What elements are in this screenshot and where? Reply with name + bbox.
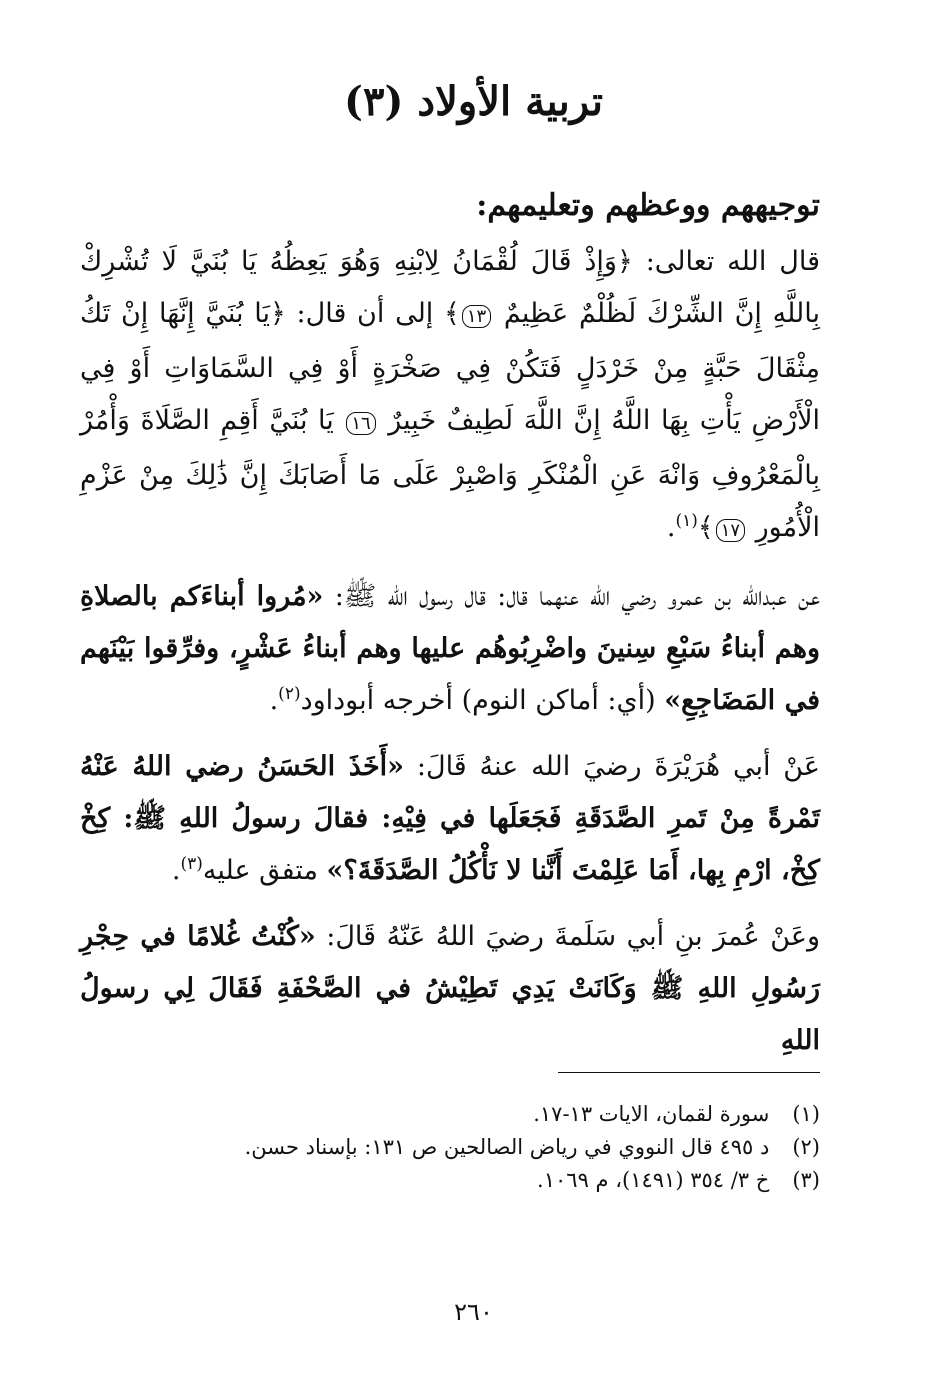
hadith-3-intro: وعَنْ عُمرَ بنِ أبي سَلَمةَ رضيَ اللهُ عَنّهُ قَالَ: — [326, 921, 820, 952]
footnote-divider — [558, 1072, 820, 1073]
body-text — [80, 180, 820, 1081]
hadith-3 — [80, 911, 820, 1067]
footnote-text: خ ٣/ ٣٥٤ (١٤٩١)، م ١٠٦٩. — [537, 1168, 770, 1192]
quran-verse-16: ﴿يَا بُنَيَّ إِنَّهَا إِنْ تَكُ مِثْقَالَ حَبَّةٍ مِنْ خَرْدَلٍ فَتَكُنْ فِي صَخْرَةٍ أَوْ فِي السَّمَاوَاتِ أَوْ فِي الْأَرْضِ يَأْتِ بِهَا اللَّهُ إِنَّ اللَّهَ لَطِيفٌ خَبِيرٌ — [80, 298, 820, 436]
hadith-2 — [80, 741, 820, 897]
hadith-2-text: «أَخَذَ الحَسَنُ رضي اللهُ عَنْهُ تَمْرةً مِنْ تَمرِ الصَّدَقَةِ فَجَعَلَها في فِيْهِ: فقالَ رسولُ اللهِ ﷺ: كِخْ كِخْ، ارْمِ بِها، أَمَا عَلِمْتَ أَنَّنا لا نَأْكُلُ الصَّدَقَةَ؟» — [80, 751, 820, 886]
section-heading: توجيههم ووعظهم وتعليمهم: — [476, 188, 820, 223]
hadith-1 — [80, 571, 820, 727]
quran-end: . — [666, 512, 676, 543]
hadith-2-end: . — [171, 855, 181, 886]
page-title: تربية الأولاد (٣) — [344, 78, 603, 125]
footnote-2 — [80, 1131, 820, 1164]
ayah-number-13: ١٣ — [462, 305, 491, 328]
footnote-text: سورة لقمان، الايات ١٣-١٧. — [533, 1102, 770, 1126]
footnote-1 — [80, 1098, 820, 1131]
quran-passage — [80, 236, 820, 557]
footnote-mark-3: (٣) — [180, 854, 203, 874]
hadith-1-explanation: (أي: أماكن النوم) أخرجه أبوداود — [300, 685, 656, 716]
hadith-1-text: «مُروا أبناءَكم بالصلاةِ وهم أبناءُ سَبْعِ سِنينَ واضْرِبُوهُم عليها وهم أبناءُ عَشْرٍ، وفرِّقوا بَيْنَهم في المَضَاجِعِ» — [80, 581, 820, 716]
footnote-text: د ٤٩٥ قال النووي في رياض الصالحين ص ١٣١: بإسناد حسن. — [244, 1135, 770, 1159]
quran-intro: قال الله تعالى: — [645, 246, 820, 277]
page-number: ٢٦٠ — [454, 1298, 493, 1326]
hadith-2-intro: عَنْ أبي هُرَيْرَةَ رضيَ الله عنهُ قَالَ: — [416, 751, 820, 782]
hadith-1-end: . — [269, 685, 279, 716]
hadith-3-text: «كُنْتُ غُلامًا في حِجْرِ رَسُولِ اللهِ ﷺ وَكَانَتْ يَدِي تَطِيْشُ في الصَّحْفَةِ فَقَالَ لِي رسولُ اللهِ — [80, 921, 820, 1056]
footnote-mark-2: (٢) — [278, 684, 301, 704]
ayah-number-17: ١٧ — [716, 519, 745, 542]
footnote-3 — [80, 1164, 820, 1197]
hadith-2-source: متفق عليه — [202, 855, 318, 886]
ayah-number-16: ١٦ — [346, 412, 375, 435]
footnotes — [80, 1098, 820, 1197]
footnote-number: (٢) — [792, 1135, 820, 1159]
quran-verse-13: ﴿وَإِذْ قَالَ لُقْمَانُ لِابْنِهِ وَهُوَ يَعِظُهُ يَا بُنَيَّ لَا تُشْرِكْ بِاللَّهِ إِنَّ الشِّرْكَ لَظُلْمٌ عَظِيمٌ — [80, 246, 820, 329]
quran-verse-17: يَا بُنَيَّ أَقِمِ الصَّلَاةَ وَأْمُرْ بِالْمَعْرُوفِ وَانْهَ عَنِ الْمُنْكَرِ وَاصْبِرْ عَلَى مَا أَصَابَكَ إِنَّ ذَٰلِكَ مِنْ عَزْمِ الْأُمُورِ — [80, 405, 820, 543]
footnote-number: (١) — [792, 1102, 820, 1126]
footnote-number: (٣) — [792, 1168, 820, 1192]
quran-connector: إلى أن قال: — [296, 298, 434, 329]
quran-bracket-close-2: ﴾ — [697, 512, 714, 543]
footnote-mark-1: (١) — [675, 511, 698, 531]
hadith-1-intro: عن عبدالله بن عمرو رضي الله عنهما قال: قال رسول الله ﷺ: — [334, 581, 821, 612]
quran-bracket-close: ﴾ — [444, 298, 460, 329]
